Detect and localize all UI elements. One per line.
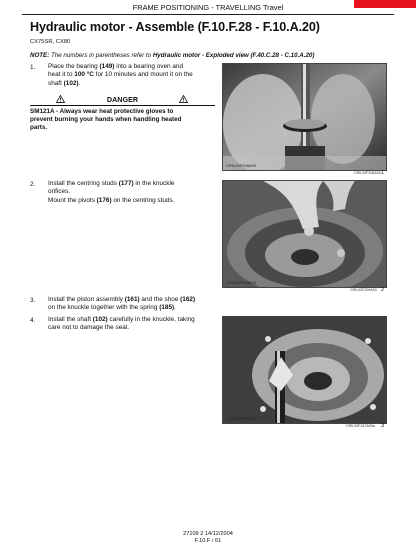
part-ref: (177) bbox=[118, 180, 134, 187]
running-header: FRAME POSITIONING - TRAVELLING Travel bbox=[132, 3, 284, 12]
figure-1-number: 1 bbox=[381, 170, 385, 176]
text-run: Mount the pivots bbox=[48, 196, 97, 204]
figure-1-caption: CRIL03F208A05 bbox=[226, 163, 256, 168]
text-run: heat it to bbox=[48, 71, 75, 79]
danger-word: DANGER bbox=[106, 95, 139, 104]
header-rule bbox=[22, 14, 394, 15]
step-2-text bbox=[48, 180, 218, 205]
text-run: in the knuckle bbox=[133, 180, 175, 187]
text-run: on the centring studs. bbox=[111, 196, 175, 204]
step-1-number: 1. bbox=[30, 64, 36, 71]
bearing-photo-image bbox=[223, 64, 386, 170]
part-ref: (176) bbox=[96, 196, 112, 204]
step-3-text bbox=[48, 296, 220, 313]
knuckle-photo-image bbox=[223, 181, 386, 287]
step-2-number: 2. bbox=[30, 181, 36, 188]
part-ref: (149) bbox=[99, 63, 115, 70]
temperature-value: 100 °C bbox=[74, 71, 94, 79]
danger-line: SM121A - Always wear heat protective gloves to bbox=[30, 108, 174, 115]
danger-line: parts. bbox=[30, 124, 48, 132]
text-run: . bbox=[78, 79, 81, 87]
text-run: orifices. bbox=[48, 188, 71, 196]
text-run: into a bearing oven and bbox=[114, 63, 184, 70]
text-run: Install the shaft bbox=[48, 316, 93, 323]
figure-3-caption: CRIL03F167A05 bbox=[226, 416, 256, 421]
part-ref: (162) bbox=[180, 296, 196, 303]
text-run: Install the piston assembly bbox=[48, 296, 125, 303]
figure-2-code: CRIL03F209A03 bbox=[350, 288, 377, 292]
figure-3-code: CRIL03F167A05a bbox=[346, 424, 375, 428]
step-3-number: 3. bbox=[30, 297, 36, 304]
model-list: CX75SR, CX80 bbox=[30, 39, 71, 45]
text-run: for 10 minutes and mount it on the bbox=[93, 71, 193, 79]
danger-warning bbox=[30, 95, 215, 133]
figure-1-photo bbox=[222, 63, 387, 171]
page-title: Hydraulic motor - Assemble (F.10.F.28 - F.10.A.20) bbox=[30, 20, 320, 34]
part-ref: (185) bbox=[159, 304, 175, 312]
step-4-text bbox=[48, 316, 218, 333]
footer-page-number: F.10.F / 61 bbox=[194, 538, 222, 544]
text-run: Install the centring studs bbox=[48, 180, 119, 187]
figure-2-caption: CRIL03F209A03 bbox=[226, 280, 256, 285]
danger-header bbox=[30, 95, 215, 106]
step-4-number: 4. bbox=[30, 317, 36, 324]
figure-3-photo bbox=[222, 316, 387, 424]
note-label: NOTE: bbox=[30, 52, 50, 59]
text-run: care not to damage the seal. bbox=[48, 324, 130, 332]
figure-1-code: CRIL03F208A05 bbox=[354, 171, 381, 175]
part-ref: (102) bbox=[92, 316, 108, 323]
note-reference[interactable]: Hydraulic motor - Exploded view (F.40.C.28 - C.10.A.20) bbox=[152, 52, 315, 59]
step-1-text bbox=[48, 63, 218, 88]
text-run: Place the bearing bbox=[48, 63, 100, 70]
part-ref: (102) bbox=[63, 79, 79, 87]
figure-2-photo bbox=[222, 180, 387, 288]
text-run: on the knuckle together with the spring bbox=[48, 304, 160, 312]
danger-text bbox=[30, 108, 215, 133]
part-ref: (161) bbox=[124, 296, 140, 303]
figure-2-number: 2 bbox=[381, 287, 385, 293]
page-footer bbox=[0, 531, 416, 545]
text-run: . bbox=[174, 304, 176, 312]
note-text: The numbers in parentheses refer to bbox=[50, 52, 152, 59]
shaft-photo-image bbox=[223, 317, 386, 423]
text-run: carefully in the knuckle, taking bbox=[107, 316, 195, 323]
note bbox=[30, 52, 314, 59]
footer-doc-id: 27109 2 14/12/2004 bbox=[183, 531, 233, 537]
text-run: shaft bbox=[48, 79, 64, 87]
warning-triangle-icon bbox=[179, 95, 188, 103]
text-run: and the shoe bbox=[139, 296, 181, 303]
figure-3-number: 3 bbox=[381, 423, 385, 429]
danger-line: prevent burning your hands when handling heated bbox=[30, 116, 182, 124]
